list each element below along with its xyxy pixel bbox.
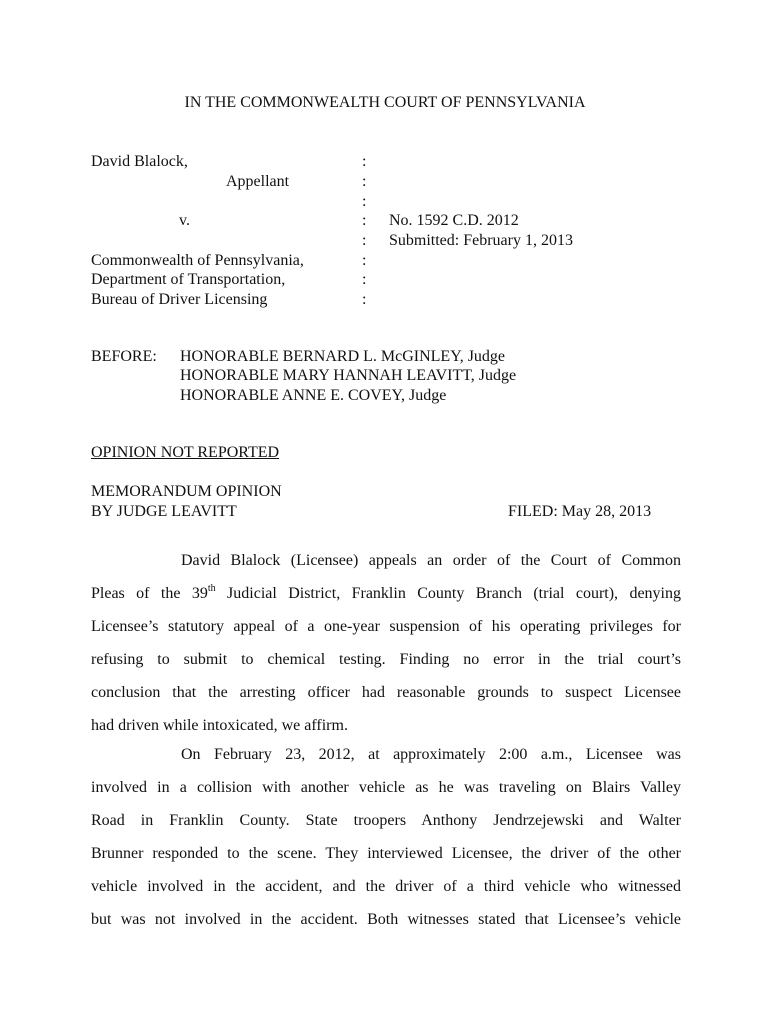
judge-name: HONORABLE BERNARD L. McGINLEY, Judge bbox=[180, 348, 506, 365]
paragraph-line: conclusion that the arresting officer had reasonable grounds to suspect Licensee bbox=[91, 684, 681, 701]
caption-colon: : bbox=[362, 271, 367, 288]
caption-colon: : bbox=[362, 173, 367, 190]
caption-colon: : bbox=[362, 193, 367, 210]
opinion-status: OPINION NOT REPORTED bbox=[91, 444, 280, 461]
versus-label: v. bbox=[179, 212, 190, 229]
paragraph-line bbox=[91, 577, 681, 610]
paragraph-line: involved in a collision with another vehicle as he was traveling on Blairs Valley bbox=[91, 779, 681, 796]
caption-colon: : bbox=[362, 291, 367, 308]
before-label: BEFORE: bbox=[91, 348, 157, 365]
court-title: IN THE COMMONWEALTH COURT OF PENNSYLVANIA bbox=[184, 94, 586, 111]
appellant-name: David Blalock, bbox=[91, 153, 188, 170]
line-text: Pleas of the 39 bbox=[91, 585, 208, 602]
caption-colon: : bbox=[362, 232, 367, 249]
appellee-line: Commonwealth of Pennsylvania, bbox=[91, 252, 304, 269]
line-text: Judicial District, Franklin County Branch (trial court), denying bbox=[215, 585, 681, 602]
paragraph-line: David Blalock (Licensee) appeals an order of the Court of Common bbox=[181, 552, 681, 569]
opinion-paragraph bbox=[91, 544, 681, 742]
submitted-date: Submitted: February 1, 2013 bbox=[389, 232, 573, 249]
filed-date: FILED: May 28, 2013 bbox=[508, 503, 652, 520]
judge-name: HONORABLE MARY HANNAH LEAVITT, Judge bbox=[180, 367, 517, 384]
paragraph-line: had driven while intoxicated, we affirm. bbox=[91, 717, 348, 734]
paragraph-line: refusing to submit to chemical testing. Finding no error in the trial court’s bbox=[91, 651, 681, 668]
appellee-line: Bureau of Driver Licensing bbox=[91, 291, 268, 308]
caption-colon: : bbox=[362, 153, 367, 170]
paragraph-line: but was not involved in the accident. Both witnesses stated that Licensee’s vehicle bbox=[91, 911, 681, 928]
memorandum-title: MEMORANDUM OPINION bbox=[91, 483, 282, 500]
appellant-role: Appellant bbox=[226, 173, 290, 190]
opinion-paragraph bbox=[91, 738, 681, 936]
paragraph-line: Road in Franklin County. State troopers Anthony Jendrzejewski and Walter bbox=[91, 812, 681, 829]
judge-name: HONORABLE ANNE E. COVEY, Judge bbox=[180, 387, 447, 404]
ordinal-superscript: th bbox=[207, 582, 216, 594]
paragraph-line: Licensee’s statutory appeal of a one-year suspension of his operating privileges for bbox=[91, 618, 681, 635]
docket-number: No. 1592 C.D. 2012 bbox=[389, 212, 519, 229]
caption-colon: : bbox=[362, 252, 367, 269]
caption-colon: : bbox=[362, 212, 367, 229]
paragraph-line: Brunner responded to the scene. They interviewed Licensee, the driver of the other bbox=[91, 845, 681, 862]
memorandum-author: BY JUDGE LEAVITT bbox=[91, 503, 237, 520]
appellee-line: Department of Transportation, bbox=[91, 271, 286, 288]
paragraph-line: vehicle involved in the accident, and the driver of a third vehicle who witnessed bbox=[91, 878, 681, 895]
paragraph-line: On February 23, 2012, at approximately 2:00 a.m., Licensee was bbox=[181, 746, 681, 763]
